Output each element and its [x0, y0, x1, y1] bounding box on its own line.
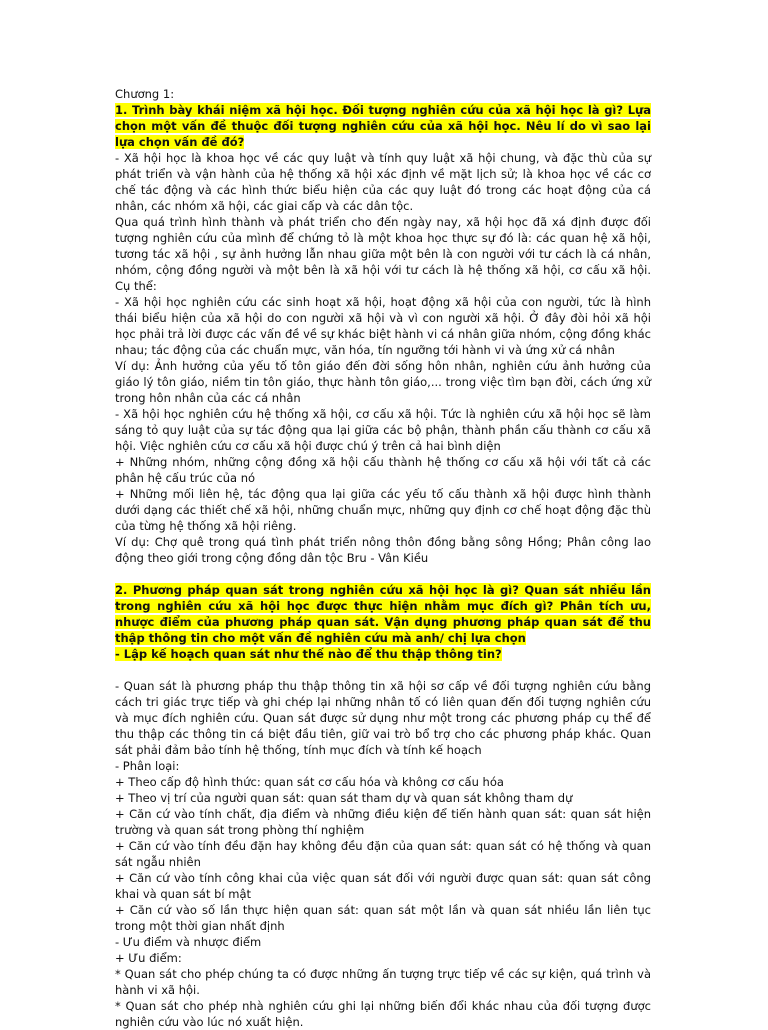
question-2-subtitle-highlight: - Lập kế hoạch quan sát như thế nào để thu thập thông tin?: [115, 647, 502, 661]
q1-list-item: + Những nhóm, những cộng đồng xã hội cấu thành hệ thống cơ cấu xã hội với tất cả các phân hệ cấu trúc của nó: [115, 455, 651, 485]
question-1-title: [115, 102, 651, 150]
q2-list-item: + Căn cứ vào tính đều đặn hay không đều đặn của quan sát: quan sát có hệ thống và quan sát ngẫu nhiên: [115, 839, 651, 869]
q2-heading: + Ưu điểm:: [115, 951, 182, 965]
q2-heading: - Phân loại:: [115, 759, 180, 773]
question-2-subtitle: [115, 646, 651, 662]
q2-list-item: * Quan sát cho phép nhà nghiên cứu ghi lại những biến đổi khác nhau của đối tượng được nghiên cứu vào lúc nó xuất hiện.: [115, 999, 651, 1029]
document-page: [115, 86, 651, 1030]
q2-list-item: + Căn cứ vào tính công khai của việc quan sát đối với người được quan sát: quan sát công khai và quan sát bí mật: [115, 871, 651, 901]
q1-example: Ví dụ: Chợ quê trong quá tình phát triển nông thôn đồng bằng sông Hồng; Phân công lao động theo giới trong cộng đồng dân tộc Bru - Vân Kiều: [115, 535, 651, 565]
q1-paragraph: Qua quá trình hình thành và phát triển cho đến ngày nay, xã hội học đã xá định được đối tượng nghiên cứu của mình để chứng tỏ là một khoa học thực sự đó là: các quan hệ xã hội, tương tác xã hội , sự ảnh hưởng lẫn nhau giữa một bên là con người với tư cách là cá nhân, nhóm, cộng đồng người và một bên là xã hội với tư cách là hệ thống xã hội, cơ cấu xã hội. Cụ thể:: [115, 215, 651, 293]
q2-list-item: + Căn cứ vào số lần thực hiện quan sát: quan sát một lần và quan sát nhiều lần liên tục trong một thời gian nhất định: [115, 903, 651, 933]
question-2-title: [115, 582, 651, 646]
q1-example: Ví dụ: Ảnh hưởng của yếu tố tôn giáo đến đời sống hôn nhân, nghiên cứu ảnh hưởng của giáo lý tôn giáo, niềm tin tôn giáo, thực hành tôn giáo,... trong việc tìm bạn đời, cách ứng xử trong hôn nhân của các cá nhân: [115, 359, 651, 405]
section-spacer: [115, 662, 651, 678]
question-2-highlight: 2. Phương pháp quan sát trong nghiên cứu xã hội học là gì? Quan sát nhiều lần trong nghiên cứu xã hội học được thực hiện nhằm mục đích gì? Phân tích ưu, nhược điểm của phương pháp quan sát. Vận dụng phương pháp quan sát để thu thập thông tin cho một vấn đề nghiên cứu mà anh/ chị lựa chọn: [115, 583, 651, 645]
q2-list-item: * Quan sát cho phép chúng ta có được những ấn tượng trực tiếp về các sự kiện, quá trình và hành vi xã hội.: [115, 967, 651, 997]
q2-paragraph: - Quan sát là phương pháp thu thập thông tin xã hội sơ cấp về đối tượng nghiên cứu bằng cách tri giác trực tiếp và ghi chép lại những nhân tố có liên quan đến đối tượng nghiên cứu và mục đích nghiên cứu. Quan sát được sử dụng như một trong các phương pháp cụ thể để thu thập các thông tin cá biệt đầu tiên, giữ vai trò bổ trợ cho các phương pháp khác. Quan sát phải đảm bảo tính hệ thống, tính mục đích và tính kế hoạch: [115, 679, 651, 757]
q1-paragraph: - Xã hội học là khoa học về các quy luật và tính quy luật xã hội chung, và đặc thù của sự phát triển và vận hành của hệ thống xã hội xác định về mặt lịch sử; là khoa học về các cơ chế tác động và các hình thức biểu hiện của các quy luật đó trong các hoạt động của cá nhân, các nhóm xã hội, các giai cấp và các dân tộc.: [115, 151, 651, 213]
q2-list-item: + Theo vị trí của người quan sát: quan sát tham dự và quan sát không tham dự: [115, 791, 573, 805]
q2-list-item: + Căn cứ vào tính chất, địa điểm và những điều kiện để tiến hành quan sát: quan sát hiện trường và quan sát trong phòng thí nghiệm: [115, 807, 651, 837]
section-spacer: [115, 566, 651, 582]
question-1-highlight: 1. Trình bày khái niệm xã hội học. Đối tượng nghiên cứu của xã hội học là gì? Lựa chọn một vấn đề thuộc đối tượng nghiên cứu của xã hội học. Nêu lí do vì sao lại lựa chọn vấn đề đó?: [115, 103, 651, 149]
q1-paragraph: - Xã hội học nghiên cứu hệ thống xã hội, cơ cấu xã hội. Tức là nghiên cứu xã hội học sẽ làm sáng tỏ quy luật của sự tác động qua lại giữa các bộ phận, thành phần cấu thành cơ cấu xã hội. Việc nghiên cứu cơ cấu xã hội được chú ý trên cả hai bình diện: [115, 407, 651, 453]
q2-list-item: + Theo cấp độ hình thức: quan sát cơ cấu hóa và không cơ cấu hóa: [115, 775, 504, 789]
q2-heading: - Ưu điểm và nhược điểm: [115, 935, 262, 949]
q1-paragraph: - Xã hội học nghiên cứu các sinh hoạt xã hội, hoạt động xã hội của con người, tức là hình thái biểu hiện của xã hội do con người xã hội và vì con người xã hội. Ở đây đòi hỏi xã hội học phải trả lời được các vấn đề về sự khác biệt hành vi cá nhân giữa nhóm, cộng đồng khác nhau; tác động của các chuẩn mực, văn hóa, tín ngưỡng tới hành vi và ứng xử cá nhân: [115, 295, 651, 357]
chapter-title: Chương 1:: [115, 87, 175, 101]
q1-list-item: + Những mối liên hệ, tác động qua lại giữa các yếu tố cấu thành xã hội được hình thành dưới dạng các thiết chế xã hội, những chuẩn mực, những quy định cơ chế hoạt động đặc thù của từng hệ thống xã hội riêng.: [115, 487, 651, 533]
